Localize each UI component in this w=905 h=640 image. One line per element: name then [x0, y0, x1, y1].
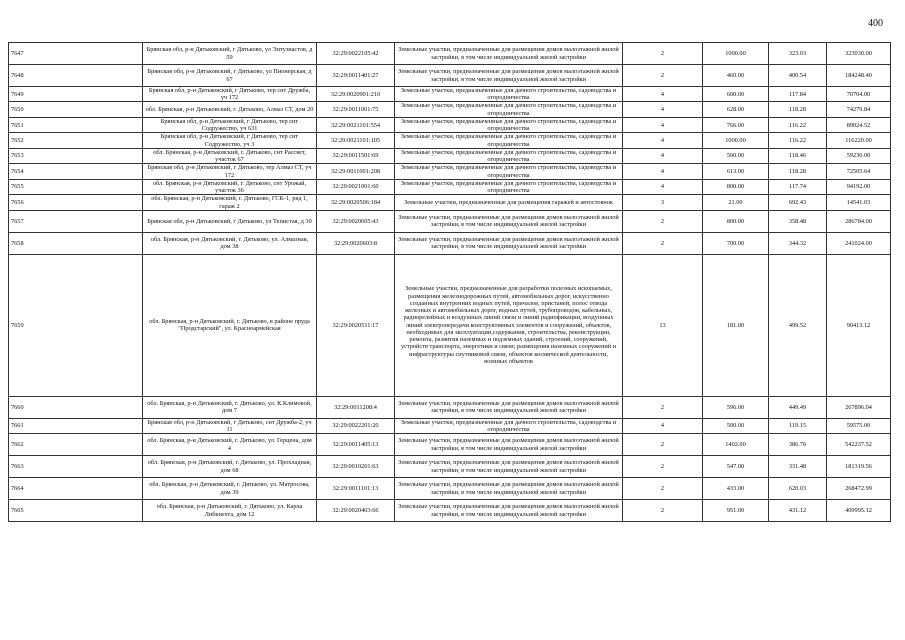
land-use-cell: Земельные участки, предназначенные для размещения домов малоэтажной жилой застройки, в том числе индивидуальной жилой застройки [395, 500, 623, 522]
page-number: 400 [868, 18, 883, 29]
address-cell: обл. Брянская, р-н Дятьковский, г. Дятьково, ул. Матросова, дом 39 [143, 478, 317, 500]
land-use-cell: Земельные участки, предназначенные для размещения домов малоэтажной жилой застройки, в том числе индивидуальной жилой застройки [395, 210, 623, 232]
cadastral-value-cell: 14541.03 [827, 195, 891, 210]
area-cell: 500.00 [703, 148, 769, 163]
row-number: 7656 [9, 195, 143, 210]
group-cell: 2 [623, 43, 703, 65]
table-body [9, 43, 891, 522]
area-cell: 460.00 [703, 65, 769, 87]
row-number: 7653 [9, 148, 143, 163]
specific-value-cell: 400.54 [769, 65, 827, 87]
land-use-cell: Земельные участки, предназначенные для дачного строительства, садоводства и огородничества [395, 179, 623, 194]
group-cell: 4 [623, 102, 703, 117]
cadastral-value-cell: 94192.00 [827, 179, 891, 194]
specific-value-cell: 449.49 [769, 396, 827, 418]
group-cell: 4 [623, 133, 703, 148]
specific-value-cell: 620.03 [769, 478, 827, 500]
address-cell: обл. Брянская, р-н Дятьковский, г. Дятьково, снт Урожай, участок 36 [143, 179, 317, 194]
area-cell: 800.00 [703, 210, 769, 232]
cadastral-value-cell: 286784.00 [827, 210, 891, 232]
cadastral-value-table [8, 42, 891, 522]
specific-value-cell: 331.48 [769, 456, 827, 478]
cadastral-number-cell: 32:29:0021101:554 [317, 117, 395, 132]
cadastral-value-cell: 59575.00 [827, 418, 891, 433]
row-number: 7657 [9, 210, 143, 232]
specific-value-cell: 344.32 [769, 232, 827, 254]
cadastral-number-cell: 32:29:0021101:105 [317, 133, 395, 148]
group-cell: 2 [623, 456, 703, 478]
land-use-cell: Земельные участки, предназначенные для размещения домов малоэтажной жилой застройки, в том числе индивидуальной жилой застройки [395, 232, 623, 254]
area-cell: 21.00 [703, 195, 769, 210]
address-cell: Брянская обл, р-н Дятьковский, г Дятьково, ул Пионерская, д 67 [143, 65, 317, 87]
address-cell: Брянская обл, р-н Дятьковский, г Дятьково, тер снт Содружество, уч 3 [143, 133, 317, 148]
specific-value-cell: 117.74 [769, 179, 827, 194]
cadastral-number-cell: 32:29:0020506:184 [317, 195, 395, 210]
address-cell: обл. Брянская, р-н Дятьковский, г. Дятьково, в районе пруда "Продстарский", ул. Красноармейская [143, 254, 317, 396]
area-cell: 1402.00 [703, 434, 769, 456]
specific-value-cell: 118.28 [769, 102, 827, 117]
cadastral-value-cell: 59230.00 [827, 148, 891, 163]
area-cell: 181.00 [703, 254, 769, 396]
land-use-cell: Земельные участки, предназначенные для размещения домов малоэтажной жилой застройки, в том числе индивидуальной жилой застройки [395, 43, 623, 65]
address-cell: обл. Брянская, р-н Дятьковский, г. Дятьково, ул. Герцена, дом 4 [143, 434, 317, 456]
cadastral-number-cell: 32:29:0020901:210 [317, 87, 395, 102]
row-number: 7649 [9, 87, 143, 102]
cadastral-number-cell: 32:29:0011501:69 [317, 148, 395, 163]
group-cell: 4 [623, 87, 703, 102]
row-number: 7647 [9, 43, 143, 65]
cadastral-value-cell: 184248.40 [827, 65, 891, 87]
specific-value-cell: 118.28 [769, 164, 827, 179]
address-cell: Брянская обл, р-н Дятьковский, г Дятьково, ул Энтузиастов, д 59 [143, 43, 317, 65]
land-use-cell: Земельные участки, предназначенные для дачного строительства, садоводства и огородничества [395, 418, 623, 433]
area-cell: 951.00 [703, 500, 769, 522]
cadastral-number-cell: 32:29:0011405:13 [317, 434, 395, 456]
specific-value-cell: 119.15 [769, 418, 827, 433]
address-cell: Брянская обл, р-н Дятьковский, г Дятьково, снт Дружба-2, уч 11 [143, 418, 317, 433]
land-use-cell: Земельные участки, предназначенные для дачного строительства, садоводства и огородничества [395, 87, 623, 102]
land-use-cell: Земельные участки, предназначенные для дачного строительства, садоводства и огородничества [395, 133, 623, 148]
specific-value-cell: 117.84 [769, 87, 827, 102]
cadastral-value-cell: 90413.12 [827, 254, 891, 396]
row-number: 7660 [9, 396, 143, 418]
group-cell: 2 [623, 396, 703, 418]
row-number: 7664 [9, 478, 143, 500]
specific-value-cell: 358.48 [769, 210, 827, 232]
group-cell: 3 [623, 195, 703, 210]
specific-value-cell: 431.12 [769, 500, 827, 522]
cadastral-number-cell: 32:29:0022105:42 [317, 43, 395, 65]
row-number: 7663 [9, 456, 143, 478]
land-use-cell: Земельные участки, предназначенные для размещения гаражей и автостоянок [395, 195, 623, 210]
area-cell: 613.00 [703, 164, 769, 179]
group-cell: 2 [623, 232, 703, 254]
table-row [9, 65, 891, 87]
cadastral-value-cell: 116220.00 [827, 133, 891, 148]
table-row [9, 117, 891, 132]
table-row [9, 478, 891, 500]
land-use-cell: Земельные участки, предназначенные для разработки полезных ископаемых, размещения железнодорожных путей, автомобильных дорог, искусственно созданных внутренних водных путей, причалов, пристаней, полос отвода железных и автомобильных дорог, водных путей, трубопроводов, кабельных, радиорелейных и воздушных линий связи и линий радиофикации, воздушных линий электропередачи конструктивных элементов и сооружений, объектов, необходимых для эксплуатации,содержания, строительства, реконструкции, ремонта, развития наземных и подземных зданий, строений, сооружений, устройств транспорта, энергетики и связи; размещения наземных сооружений и инфраструктуры спутниковой связи, объектов космической деятельности, военных объектов [395, 254, 623, 396]
table-row [9, 254, 891, 396]
table-row [9, 87, 891, 102]
group-cell: 4 [623, 148, 703, 163]
address-cell: обл. Брянская, р-н Дятьковский, г. Дятьково, снт Рассвет, участок 67 [143, 148, 317, 163]
table-row [9, 456, 891, 478]
cadastral-value-cell: 542237.52 [827, 434, 891, 456]
cadastral-number-cell: 32:29:0011001:208 [317, 164, 395, 179]
row-number: 7651 [9, 117, 143, 132]
row-number: 7654 [9, 164, 143, 179]
land-use-cell: Земельные участки, предназначенные для размещения домов малоэтажной жилой застройки, в том числе индивидуальной жилой застройки [395, 434, 623, 456]
group-cell: 2 [623, 210, 703, 232]
land-use-cell: Земельные участки, предназначенные для дачного строительства, садоводства и огородничества [395, 164, 623, 179]
land-use-cell: Земельные участки, предназначенные для дачного строительства, садоводства и огородничества [395, 102, 623, 117]
table-row [9, 434, 891, 456]
specific-value-cell: 116.22 [769, 133, 827, 148]
address-cell: обл. Брянская, р-н Дятьковский, г. Дятьково, ул. К.Климовой, дом 7 [143, 396, 317, 418]
address-cell: обл. Брянская, р-н Дятьковский, г. Дятьково, ул. Прохладная, дом 68 [143, 456, 317, 478]
table-row [9, 164, 891, 179]
table-row [9, 210, 891, 232]
table-row [9, 500, 891, 522]
land-use-cell: Земельные участки, предназначенные для размещения домов малоэтажной жилой застройки, в том числе индивидуальной жилой застройки [395, 396, 623, 418]
cadastral-value-cell: 268472.99 [827, 478, 891, 500]
land-use-cell: Земельные участки, предназначенные для дачного строительства, садоводства и огородничества [395, 148, 623, 163]
address-cell: Брянская обл, р-н Дятьковский, г Дятьково, тер снт Дружба, уч 172 [143, 87, 317, 102]
area-cell: 596.00 [703, 396, 769, 418]
address-cell: Брянская обл, р-н Дятьковский, г Дятьково, тер снт Содружество, уч 631 [143, 117, 317, 132]
row-number: 7648 [9, 65, 143, 87]
cadastral-number-cell: 32:29:0020511:17 [317, 254, 395, 396]
cadastral-number-cell: 32:29:0011001:75 [317, 102, 395, 117]
row-number: 7652 [9, 133, 143, 148]
address-cell: Брянская обл, р-н Дятьковский, г Дятьково, ул Тепистая, д 30 [143, 210, 317, 232]
row-number: 7655 [9, 179, 143, 194]
row-number: 7659 [9, 254, 143, 396]
area-cell: 600.00 [703, 87, 769, 102]
cadastral-value-cell: 74279.84 [827, 102, 891, 117]
row-number: 7650 [9, 102, 143, 117]
group-cell: 2 [623, 500, 703, 522]
area-cell: 628.00 [703, 102, 769, 117]
area-cell: 500.00 [703, 418, 769, 433]
address-cell: обл. Брянская, р-н Дятьковский, г. Дятьково, ул. Карла Либкнехта, дом 12 [143, 500, 317, 522]
area-cell: 800.00 [703, 179, 769, 194]
land-use-cell: Земельные участки, предназначенные для размещения домов малоэтажной жилой застройки, в том числе индивидуальной жилой застройки [395, 65, 623, 87]
cadastral-number-cell: 32:29:0021001:60 [317, 179, 395, 194]
area-cell: 433.00 [703, 478, 769, 500]
land-use-cell: Земельные участки, предназначенные для размещения домов малоэтажной жилой застройки, в том числе индивидуальной жилой застройки [395, 456, 623, 478]
group-cell: 2 [623, 65, 703, 87]
area-cell: 547.00 [703, 456, 769, 478]
land-use-cell: Земельные участки, предназначенные для размещения домов малоэтажной жилой застройки, в том числе индивидуальной жилой застройки [395, 478, 623, 500]
address-cell: обл. Брянская, р-н Дятьковский, г. Дятьково, Алмаз СТ, дом 20 [143, 102, 317, 117]
specific-value-cell: 323.03 [769, 43, 827, 65]
table-row [9, 179, 891, 194]
area-cell: 1000.00 [703, 43, 769, 65]
cadastral-number-cell: 32:29:0020403:66 [317, 500, 395, 522]
area-cell: 1000.00 [703, 133, 769, 148]
specific-value-cell: 692.43 [769, 195, 827, 210]
table-row [9, 232, 891, 254]
cadastral-number-cell: 32:29:0011101:13 [317, 478, 395, 500]
table-row [9, 102, 891, 117]
cadastral-number-cell: 32:29:0011208:4 [317, 396, 395, 418]
group-cell: 4 [623, 418, 703, 433]
group-cell: 4 [623, 164, 703, 179]
specific-value-cell: 116.22 [769, 117, 827, 132]
cadastral-value-cell: 89024.52 [827, 117, 891, 132]
area-cell: 766.00 [703, 117, 769, 132]
row-number: 7662 [9, 434, 143, 456]
cadastral-value-cell: 409995.12 [827, 500, 891, 522]
cadastral-number-cell: 32:29:0011401:27 [317, 65, 395, 87]
group-cell: 2 [623, 434, 703, 456]
address-cell: обл. Брянская, р-н Дятьковский, г. Дятьково, ул. Алмазная, дом 38 [143, 232, 317, 254]
row-number: 7658 [9, 232, 143, 254]
cadastral-value-cell: 241024.00 [827, 232, 891, 254]
cadastral-number-cell: 32:29:0020603:8 [317, 232, 395, 254]
table-row [9, 418, 891, 433]
table-row [9, 396, 891, 418]
group-cell: 2 [623, 478, 703, 500]
cadastral-number-cell: 32:29:0010201:63 [317, 456, 395, 478]
table-row [9, 148, 891, 163]
cadastral-number-cell: 32:29:0022201:20 [317, 418, 395, 433]
cadastral-number-cell: 32:29:0020605:43 [317, 210, 395, 232]
table-row [9, 43, 891, 65]
row-number: 7665 [9, 500, 143, 522]
cadastral-value-cell: 70704.00 [827, 87, 891, 102]
area-cell: 700.00 [703, 232, 769, 254]
cadastral-value-cell: 323030.00 [827, 43, 891, 65]
group-cell: 13 [623, 254, 703, 396]
group-cell: 4 [623, 179, 703, 194]
table-row [9, 195, 891, 210]
cadastral-value-cell: 181319.56 [827, 456, 891, 478]
table-row [9, 133, 891, 148]
cadastral-value-cell: 72505.64 [827, 164, 891, 179]
group-cell: 4 [623, 117, 703, 132]
specific-value-cell: 386.76 [769, 434, 827, 456]
specific-value-cell: 499.52 [769, 254, 827, 396]
land-use-cell: Земельные участки, предназначенные для дачного строительства, садоводства и огородничества [395, 117, 623, 132]
specific-value-cell: 118.46 [769, 148, 827, 163]
address-cell: Брянская обл, р-н Дятьковский, г Дятьково, тер Алмаз СТ, уч 172 [143, 164, 317, 179]
cadastral-value-cell: 267896.04 [827, 396, 891, 418]
address-cell: обл. Брянская, р-н Дятьковский, г. Дятьково, ГСК-1, ряд 1, гараж 2 [143, 195, 317, 210]
row-number: 7661 [9, 418, 143, 433]
